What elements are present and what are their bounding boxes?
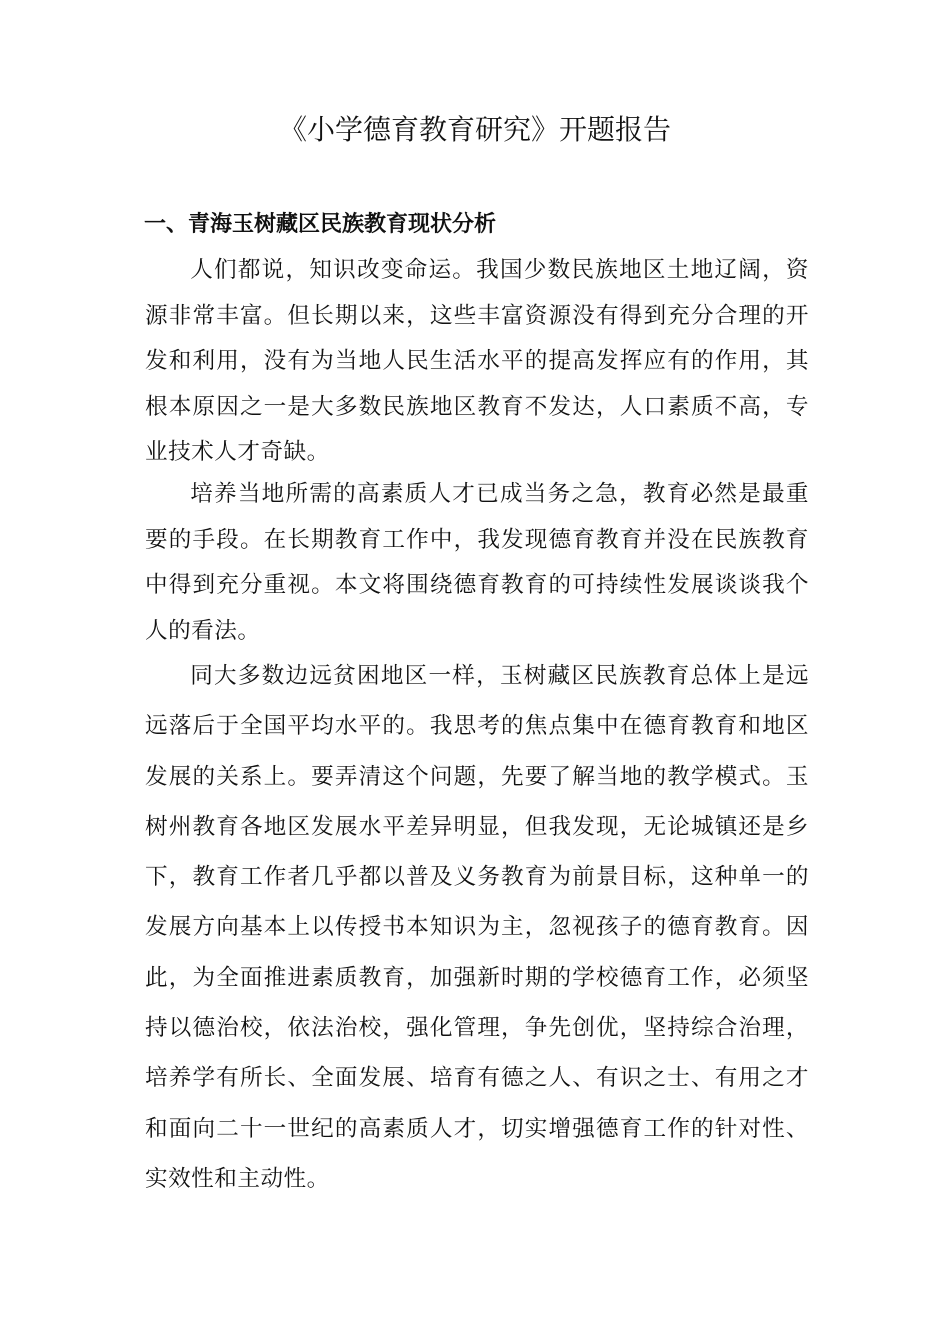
section-heading: 一、青海玉树藏区民族教育现状分析 [144,212,497,237]
paragraph-3: 同大多数边远贫困地区一样，玉树藏区民族教育总体上是远远落后于全国平均水平的。我思考的焦点集中在德育教育和地区发展的关系上。要弄清这个问题，先要了解当地的教学模式。玉树州教育各地区发展水平差异明显，但我发现，无论城镇还是乡下，教育工作者几乎都以普及义务教育为前景目标，这种单一的发展方向基本上以传授书本知识为主，忽视孩子的德育教育。因此，为全面推进素质教育，加强新时期的学校德育工作，必须坚持以德治校，依法治校，强化管理，争先创优，坚持综合治理，培养学有所长、全面发展、培育有德之人、有识之士、有用之才和面向二十一世纪的高素质人才，切实增强德育工作的针对性、实效性和主动性。 [145,663,809,1192]
paragraph-1: 人们都说，知识改变命运。我国少数民族地区土地辽阔，资源非常丰富。但长期以来，这些丰富资源没有得到充分合理的开发和利用，没有为当地人民生活水平的提高发挥应有的作用，其根本原因之一是大多数民族地区教育不发达，人口素质不高，专业技术人才奇缺。 [145,257,809,466]
paragraph-2: 培养当地所需的高素质人才已成当务之急，教育必然是最重要的手段。在长期教育工作中，我发现德育教育并没在民族教育中得到充分重视。本文将围绕德育教育的可持续性发展谈谈我个人的看法。 [145,481,809,644]
document-title: 《小学德育教育研究》开题报告 [278,113,671,146]
